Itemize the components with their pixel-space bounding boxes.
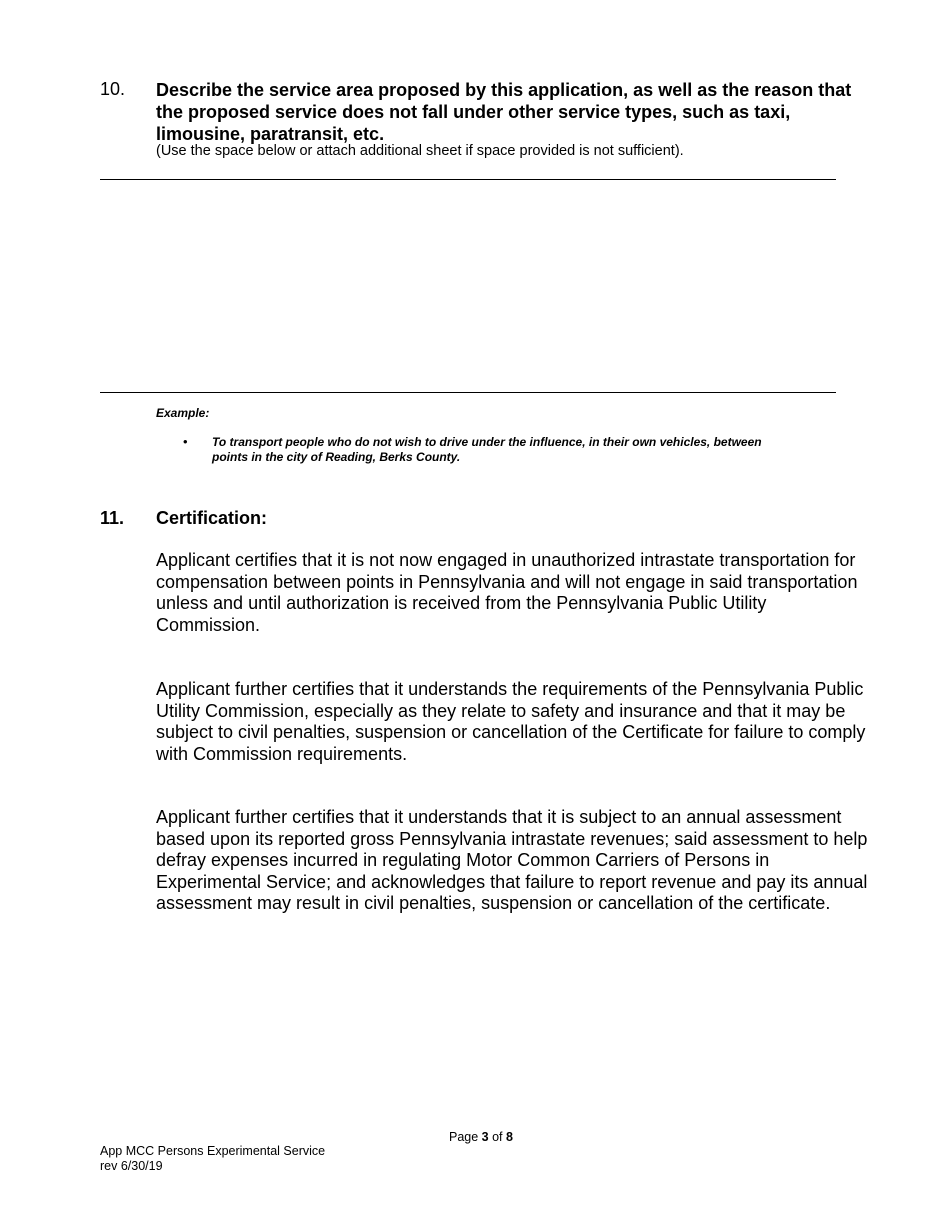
certification-paragraph: Applicant further certifies that it understands the requirements of the Pennsylvania Public Utility Commission, especially as they relate to safety and insurance and that it may be subject to civil penalties, suspension or cancellation of the Certificate for failure to comply with Commission requirements.	[156, 679, 866, 764]
page-of: of	[488, 1130, 506, 1144]
question-10-title: Describe the service area proposed by this application, as well as the reason that the proposed service does not fall under other service types, such as taxi, limousine, paratransit, etc.	[156, 80, 852, 144]
certification-paragraph: Applicant further certifies that it understands that it is subject to an annual assessment based upon its reported gross Pennsylvania intrastate revenues; said assessment to help defray expenses incurred in regulating Motor Common Carriers of Persons in Experimental Service; and acknowledges that failure to report revenue and pay its annual assessment may result in civil penalties, suspension or cancellation of the certificate.	[156, 807, 868, 914]
certification-paragraph: Applicant certifies that it is not now engaged in unauthorized intrastate transportation for compensation between points in Pennsylvania and will not engage in said transportation unless and until authorization is received from the Pennsylvania Public Utility Commission.	[156, 550, 858, 635]
answer-area-bottom-rule	[100, 392, 836, 393]
section-11-number: 11.	[100, 508, 125, 528]
service-area-answer-field[interactable]	[100, 182, 836, 390]
answer-area-top-rule	[100, 179, 836, 180]
footer-form-info	[100, 1144, 325, 1174]
example-label: Example:	[156, 406, 210, 420]
page-number	[449, 1130, 513, 1144]
page-total: 8	[506, 1130, 513, 1144]
question-10-number: 10.	[100, 79, 126, 99]
form-name: App MCC Persons Experimental Service	[100, 1144, 326, 1158]
page-current: 3	[481, 1130, 489, 1144]
question-10-instruction: (Use the space below or attach additional sheet if space provided is not sufficient).	[156, 143, 684, 159]
section-11-title: Certification:	[156, 508, 268, 528]
page-prefix: Page	[449, 1130, 482, 1144]
form-revision: rev 6/30/19	[100, 1159, 163, 1173]
bullet-icon: •	[183, 434, 188, 449]
example-item: To transport people who do not wish to drive under the influence, in their own vehicles, between points in the city of Reading, Berks County.	[212, 435, 762, 464]
